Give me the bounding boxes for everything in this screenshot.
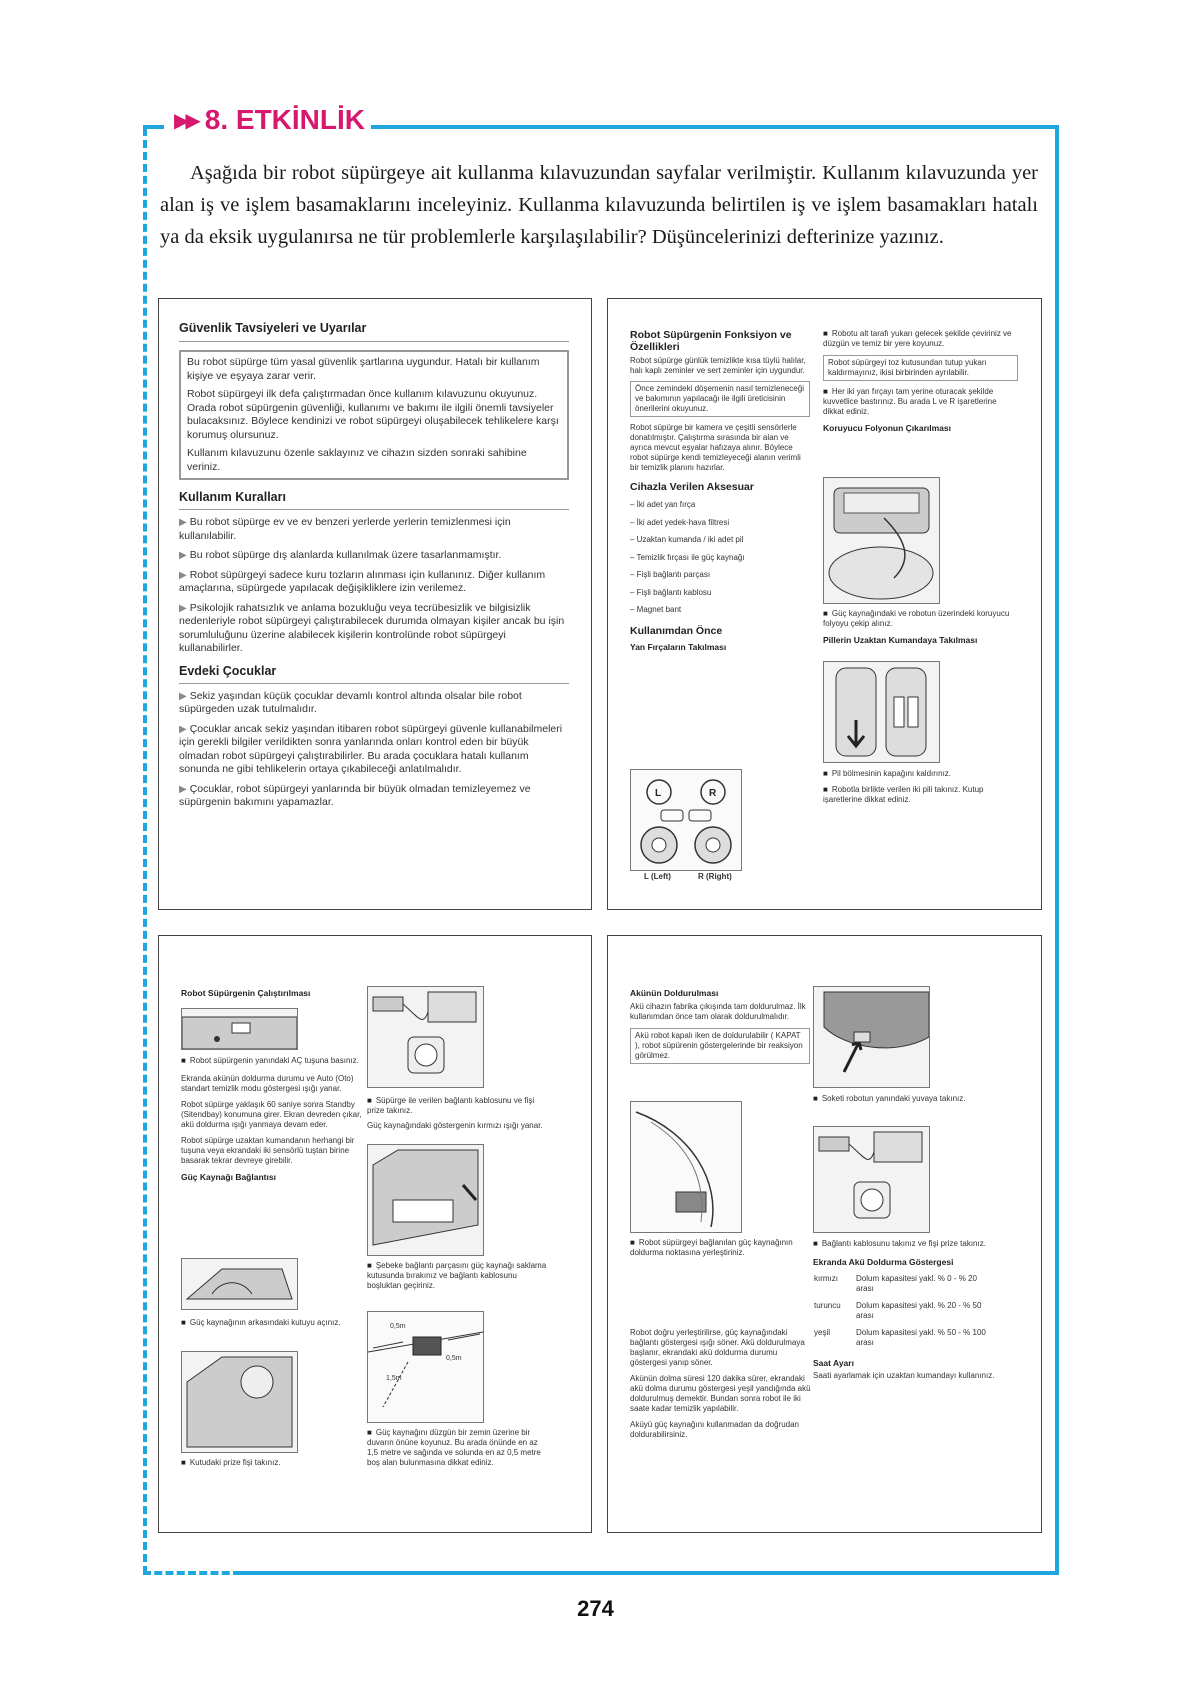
frame-bottom-border	[240, 1571, 1059, 1575]
rule-item	[179, 549, 569, 563]
manual-page-safety	[158, 298, 592, 910]
children-text: Çocuklar ancak sekiz yaşından itibaren robot süpürgeyi güvenle kullanabilmeleri için gerekli bilgiler verildikten sonra yanlarında onları kontrol eden bir büyük olmadan robot süpürgeyi çalıştırabilirler. Bu arada çocuklara hatalı kullanım sonunda ne gibi tehlikelerin ortaya çıkabileceği anlatılmalıdır.	[179, 722, 563, 775]
distance-right-label: 0,5m	[446, 1355, 462, 1362]
divider	[179, 341, 569, 342]
robot-button-drawing	[182, 1009, 297, 1049]
square-bullet-icon: ■	[823, 769, 828, 778]
triangle-bullet-icon: ▶	[179, 569, 187, 581]
charging-box-text: Akü robot kapalı iken de doldurulabilir ( KAPAT ), robot süpürenin göstergelerinde bir reaksiyon görülmez.	[635, 1031, 803, 1060]
square-bullet-icon: ■	[823, 609, 828, 618]
start-text-2: Robot süpürge yaklaşık 60 saniye sonra Standby (Sitendbay) konumuna girer. Ekran devreden çıkar, akü doldurma ışığı yanmaya devam eder.	[181, 1100, 362, 1129]
triangle-bullet-icon: ▶	[179, 602, 187, 614]
side-brush-illustration	[630, 769, 742, 871]
svg-text:L: L	[655, 788, 662, 799]
accessory-item: – İki adet yan fırça	[630, 500, 696, 509]
activity-title: 8. ETKİNLİK	[204, 104, 365, 135]
placement-illustration	[367, 1311, 484, 1423]
manual-page-charging	[607, 935, 1042, 1533]
rule-text: Bu robot süpürge dış alanlarda kullanılmak üzere tasarlanmamıştır.	[189, 549, 502, 561]
dock-drawing	[631, 1102, 741, 1232]
children-text: Çocuklar, robot süpürgeyi yanlarında bir büyük olmadan temizleyemez ve süpürgenin bakımını yapamazlar.	[179, 782, 531, 808]
start-text-3: Robot süpürge uzaktan kumandanın herhangi bir tuşuna veya ekrandaki iki sensörlü tuştan birine basarak tekrar devreye girebilir.	[181, 1136, 355, 1165]
children-item	[179, 783, 569, 810]
accessory-text: Fişli bağlantı kablosu	[636, 587, 712, 597]
square-bullet-icon: ■	[181, 1318, 186, 1327]
accessory-text: Temizlik fırçası ile güç kaynağı	[636, 552, 745, 562]
children-text: Sekiz yaşından küçük çocuklar devamlı kontrol altında olsalar bile robot süpürgeden uzak tutulmalıdır.	[179, 689, 522, 715]
remote-battery-illustration	[823, 661, 940, 763]
indicator-color: turuncu	[814, 1301, 841, 1310]
charging-title: Akünün Doldurulması	[630, 988, 719, 998]
start-text-1: Ekranda akünün doldurma durumu ve Auto (Oto) standart temizlik modu göstergesi ışığı yanar.	[181, 1074, 354, 1093]
indicator-text: Güç kaynağındaki göstergenin kırmızı ışığı yanar.	[367, 1121, 543, 1130]
storage-instruction	[367, 1261, 549, 1291]
brush-instruction	[823, 387, 1018, 417]
accessory-text: Magnet bant	[636, 605, 682, 614]
activity-intro: Aşağıda bir robot süpürgeye ait kullanma kılavuzundan sayfalar verilmiştir. Kullanım kılavuzunda yer alan iş ve işlem basamaklarını inceleyiniz. Kullanma kılavuzunda belirtilen iş ve işlem basamakları hatalı ya da eksik uygulanırsa ne tür problemlerle karşılaşılabilir? Düşüncelerinizi defterinize yazınız.	[160, 162, 1038, 248]
manual-page-start	[158, 935, 592, 1533]
cable-instruction	[367, 1096, 549, 1116]
frame-right-border	[1055, 125, 1059, 1575]
rules-title: Kullanım Kuralları	[179, 490, 286, 504]
flip-robot-text: Robotu alt tarafı yukarı gelecek şekilde çeviriniz ve düzgün ve temiz bir yere koyunuz.	[823, 329, 1012, 348]
indicator-row	[813, 1300, 997, 1327]
power-title: Güç Kaynağı Bağlantısı	[181, 1172, 276, 1182]
socket-box-drawing	[182, 1352, 297, 1452]
start-title: Robot Süpürgenin Çalıştırılması	[181, 988, 311, 998]
indicator-desc: Dolum kapasitesi yakl. % 20 - % 50 arası	[856, 1301, 982, 1320]
indicator-row	[813, 1273, 997, 1300]
triangle-bullet-icon: ▶	[179, 723, 187, 735]
square-bullet-icon: ■	[367, 1096, 372, 1105]
rule-text: Bu robot süpürge ev ve ev benzeri yerlerde yerlerin temizlenmesi için kullanılabilir.	[179, 516, 511, 542]
triangle-bullet-icon: ▶	[179, 690, 187, 702]
charging-para-3: Aküyü güç kaynağını kullanmadan da doğrudan doldurabilirsiniz.	[630, 1420, 800, 1439]
indicator-row	[813, 1327, 997, 1354]
plug-illustration	[367, 986, 484, 1088]
accessory-text: Fişli bağlantı parçası	[636, 570, 711, 579]
placement-instruction	[367, 1428, 549, 1468]
triangle-bullet-icon: ▶	[179, 783, 187, 795]
svg-text:R: R	[709, 788, 717, 799]
brush-left-label: L (Left)	[644, 872, 671, 881]
indicator-color: kırmızı	[814, 1274, 838, 1283]
placement-drawing	[368, 1312, 483, 1422]
dock-instruction	[630, 1238, 812, 1258]
camera-text: Robot süpürge bir kamera ve çeşitli sensörlerle donatılmıştır. Çalıştırma sırasında bir alan ve ayrıca mevcut eşyalar hafızaya alınır. Böylece robot süpürge kendi temizleyeceği alanın verimli bir temizlik planını hazırlar.	[630, 423, 801, 472]
plug-drawing	[368, 987, 483, 1087]
accessory-item: – Magnet bant	[630, 605, 682, 614]
plug-instruction	[813, 1239, 1018, 1249]
square-bullet-icon: ■	[813, 1239, 818, 1248]
indicator-color: yeşil	[814, 1328, 831, 1337]
brushes-title: Yan Fırçaların Takılması	[630, 641, 727, 652]
dustbin-warning-box	[823, 355, 1018, 381]
activity-heading	[164, 104, 371, 136]
indicator-title: Ekranda Akü Doldurma Göstergesi	[813, 1257, 954, 1267]
placement-instruction-text: Güç kaynağını düzgün bir zemin üzerine bir duvarın önüne koyunuz. Bu arada önünde en az 1,5 metre ve sağında ve solunda en az 0,5 metre boş alan bulunmasına dikkat ediniz.	[367, 1428, 541, 1467]
power-box-drawing	[182, 1259, 297, 1309]
foil-title: Koruyucu Folyonun Çıkarılması	[823, 423, 951, 433]
square-bullet-icon: ■	[181, 1056, 186, 1065]
children-title: Evdeki Çocuklar	[179, 663, 277, 678]
storage-instruction-text: Şebeke bağlantı parçasını güç kaynağı saklama kutusunda bırakınız ve bağlantı kablosunu boşluktan geçiriniz.	[367, 1261, 547, 1290]
dock-illustration	[630, 1101, 742, 1233]
foil-instruction	[823, 609, 1018, 629]
start-step-1	[181, 1056, 363, 1066]
features-text: Robot süpürge günlük temizlikte kısa tüylü halılar, halı kaplı zeminler ve sert zeminler için uygundur.	[630, 356, 806, 375]
accessories-title: Cihazla Verilen Aksesuar	[630, 481, 754, 493]
plug-wall-illustration	[813, 1126, 930, 1233]
side-brush-drawing	[631, 770, 741, 870]
page-number: 274	[577, 1596, 614, 1621]
divider	[179, 683, 569, 684]
charging-para-1: Robot doğru yerleştirilirse, güç kaynağındaki bağlantı göstergesi ışığı söner. Akü doldurulmaya başlanır, ekrandaki akü doldurma durumu göstergesi yanıp söner.	[630, 1328, 805, 1367]
dustbin-warning-text: Robot süpürgeyi toz kutusundan tutup yukarı kaldırmayınız, ikisi birbirinden ayrılabilir.	[828, 358, 987, 377]
square-bullet-icon: ■	[823, 785, 828, 794]
triangle-bullet-icon: ▶	[179, 550, 187, 561]
battery-step-2-text: Robotla birlikte verilen iki pili takınız. Kutup işaretlerine dikkat ediniz.	[823, 785, 984, 804]
foil-drawing	[824, 478, 939, 603]
plug-instruction-text: Bağlantı kablosunu takınız ve fişi prize takınız.	[821, 1239, 986, 1248]
square-bullet-icon: ■	[367, 1261, 372, 1270]
distance-left-label: 0,5m	[390, 1323, 406, 1330]
features-box-text: Önce zemindeki döşemenin nasıl temizleneceği ve bakımının yapılacağı ile ilgili üreticisinin önerilerini okuyunuz.	[635, 384, 804, 413]
safety-box-text: Kullanım kılavuzunu özenle saklayınız ve cihazın sizden sonraki sahibine veriniz.	[187, 447, 527, 473]
robot-button-illustration	[181, 1008, 298, 1050]
accessory-text: İki adet yedek-hava filtresi	[636, 517, 730, 527]
square-bullet-icon: ■	[630, 1238, 635, 1247]
features-box	[630, 381, 810, 417]
charging-box	[630, 1028, 810, 1064]
accessory-item: – Uzaktan kumanda / iki adet pil	[630, 535, 744, 544]
brush-instruction-text: Her iki yan fırçayı tam yerine oturacak şekilde kuvvetlice bastırınız. Bu arada L ve R işaretlerine dikkat ediniz.	[823, 387, 997, 416]
triangle-bullet-icon: ▶	[179, 517, 187, 528]
start-step-1-text: Robot süpürgenin yanındaki AÇ tuşuna basınız.	[189, 1056, 359, 1065]
accessory-item: – Temizlik fırçası ile güç kaynağı	[630, 552, 745, 562]
children-item	[179, 690, 569, 717]
accessories-list	[630, 496, 810, 619]
square-bullet-icon: ■	[823, 329, 828, 338]
rule-text: Robot süpürgeyi sadece kuru tozların alınması için kullanınız. Diğer kullanım amaçlarına, süpürgede yapılacak değişikliklere izin verilemez.	[179, 568, 546, 594]
storage-box-drawing	[368, 1145, 483, 1255]
square-bullet-icon: ■	[823, 387, 828, 396]
rule-item	[179, 602, 569, 656]
flip-robot-instruction	[823, 329, 1018, 349]
plug-wall-drawing	[814, 1127, 929, 1232]
power-step-2-text: Kutudaki prize fişi takınız.	[189, 1458, 281, 1467]
distance-front-label: 1,5m	[386, 1375, 402, 1382]
charging-text: Akü cihazın fabrika çıkışında tam doldurulmaz. İlk kullanımdan önce tam olarak doldurulmalıdır.	[630, 1002, 806, 1021]
frame-left-dashed-border	[143, 128, 147, 1574]
brush-right-label: R (Right)	[698, 872, 732, 881]
rule-item	[179, 569, 569, 596]
battery-step-1-text: Pil bölmesinin kapağını kaldırınız.	[831, 769, 952, 778]
rule-item	[179, 516, 569, 543]
safety-box-text: Bu robot süpürge tüm yasal güvenlik şartlarına uygundur. Hatalı bir kullanım kişiye ve eşyaya zarar verir.	[187, 356, 540, 382]
remote-battery-drawing	[824, 662, 939, 762]
before-use-title: Kullanımdan Önce	[630, 624, 723, 637]
accessory-item: – Fişli bağlantı parçası	[630, 570, 711, 579]
frame-bottom-dashed-border	[143, 1571, 241, 1575]
accessory-item: – İki adet yedek-hava filtresi	[630, 517, 730, 527]
foil-instruction-text: Güç kaynağındaki ve robotun üzerindeki koruyucu folyoyu çekip alınız.	[823, 609, 1010, 628]
manual-page-features	[607, 298, 1042, 910]
power-step-2	[181, 1458, 363, 1468]
square-bullet-icon: ■	[367, 1428, 372, 1437]
children-item	[179, 723, 569, 777]
accessory-text: Uzaktan kumanda / iki adet pil	[636, 535, 744, 544]
power-step-1	[181, 1318, 363, 1328]
charging-para-2: Akünün dolma süresi 120 dakika sürer, ekrandaki akü dolma durumu göstergesi yeşil yandığında akü doldurulmuş demektir. Bundan sonra robot ile iki saate kadar temizlik yapılabilir.	[630, 1374, 811, 1413]
dock-instruction-text: Robot süpürgeyi bağlanılan güç kaynağının doldurma noktasına yerleştiriniz.	[630, 1238, 793, 1257]
features-title: Robot Süpürgenin Fonksiyon ve Özellikleri	[630, 329, 792, 353]
rule-text: Psikolojik rahatsızlık ve anlama bozukluğu veya tecrübesizlik ve bilgisizlik nedenleriyle robot süpürgeyi çalıştırabilecek durumda olmayan kişiler ancak bu işin sorumluluğunu üzerine alabilecek kişilerin kontrolünde robot süpürgeyi kullanabilirler.	[179, 601, 565, 654]
clock-text: Saati ayarlamak için uzaktan kumandayı kullanınız.	[813, 1371, 995, 1380]
indicator-desc: Dolum kapasitesi yakl. % 0 - % 20 arası	[856, 1274, 977, 1293]
indicator-table	[813, 1273, 997, 1354]
storage-box-illustration	[367, 1144, 484, 1256]
accessory-text: İki adet yan fırça	[636, 500, 696, 509]
foil-illustration	[823, 477, 940, 604]
socket-robot-illustration	[813, 986, 930, 1088]
battery-step-1	[823, 769, 1018, 779]
accessory-item: – Fişli bağlantı kablosu	[630, 587, 712, 597]
battery-title: Pillerin Uzaktan Kumandaya Takılması	[823, 635, 978, 645]
double-arrow-icon: ▶▶	[174, 109, 197, 132]
power-box-illustration	[181, 1258, 298, 1310]
socket-instruction	[813, 1094, 1013, 1104]
safety-title: Güvenlik Tavsiyeleri ve Uyarılar	[179, 321, 367, 335]
square-bullet-icon: ■	[813, 1094, 818, 1103]
power-step-1-text: Güç kaynağının arkasındaki kutuyu açınız.	[189, 1318, 341, 1327]
divider	[179, 509, 569, 510]
cable-instruction-text: Süpürge ile verilen bağlantı kablosunu ve fişi prize takınız.	[367, 1096, 535, 1115]
indicator-desc: Dolum kapasitesi yakl. % 50 - % 100 arası	[856, 1328, 986, 1347]
battery-step-2	[823, 785, 1018, 805]
safety-box	[179, 350, 569, 480]
socket-box-illustration	[181, 1351, 298, 1453]
clock-title: Saat Ayarı	[813, 1358, 854, 1368]
socket-instruction-text: Soketi robotun yanındaki yuvaya takınız.	[821, 1094, 966, 1103]
socket-robot-drawing	[814, 987, 929, 1087]
safety-box-text: Robot süpürgeyi ilk defa çalıştırmadan önce kullanım kılavuzunu okuyunuz. Orada robot süpürgenin güvenliği, kullanımı ve bakımı ile ilgili önemli tavsiyeler bulacaksınız. Böylece kendinizi ve robot süpürgeyi oluşabilecek tehlikelere karşı korumuş olursunuz.	[187, 388, 559, 441]
square-bullet-icon: ■	[181, 1458, 186, 1467]
